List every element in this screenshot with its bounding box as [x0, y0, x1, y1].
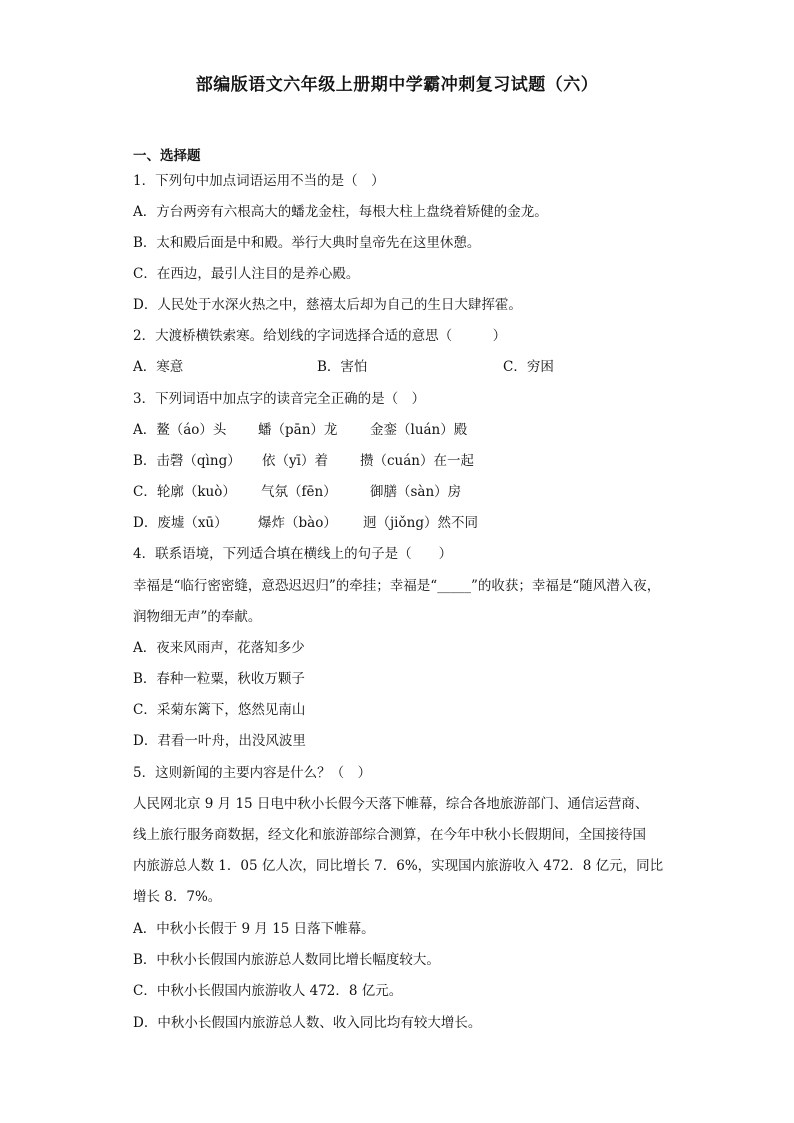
page-title: 部编版语文六年级上册期中学霸冲刺复习试题（六）: [195, 75, 599, 95]
q5-passage-line1: 人民网北京 9 月 15 日电中秋小长假今天落下帷幕，综合各地旅游部门、通信运营商、: [133, 796, 649, 812]
q3-option-a-word2: 蟠（pān）龙: [258, 422, 338, 438]
q5-option-b: B．中秋小长假国内旅游总人数同比增长幅度较大。: [133, 952, 440, 968]
q4-option-d: D．君看一叶舟，出没风波里: [133, 733, 306, 749]
q4-option-a: A．夜来风雨声，花落知多少: [133, 640, 305, 656]
q3-option-b-word3: 攒（cuán）在一起: [360, 453, 474, 469]
q5-passage-line4: 增长 8．7%。: [133, 889, 222, 905]
q1-option-a: A．方台两旁有六根高大的蟠龙金柱，每根大柱上盘绕着矫健的金龙。: [133, 204, 548, 220]
q3-option-a-word1: A．鳌（áo）头: [133, 422, 227, 438]
q5-option-a: A．中秋小长假于 9 月 15 日落下帷幕。: [133, 921, 375, 937]
section-heading: 一、选择题: [133, 148, 201, 164]
q2-option-c: C．穷困: [503, 359, 554, 375]
q5-passage-line3: 内旅游总人数 1．05 亿人次，同比增长 7．6%，实现国内旅游收入 472．8 亿元，同比: [133, 858, 664, 874]
q5-stem: 5．这则新闻的主要内容是什么？（ ）: [133, 765, 372, 781]
q1-option-c: C．在西边，最引人注目的是养心殿。: [133, 266, 360, 282]
q3-option-b-word1: B．击磬（qìng）: [133, 453, 241, 469]
q4-context-line1: 幸福是“临行密密缝，意恐迟迟归”的牵挂；幸福是“_____”的收获；幸福是“随风潜入夜，: [133, 578, 661, 594]
q5-option-c: C．中秋小长假国内旅游收人 472．8 亿元。: [133, 983, 403, 999]
q3-option-d-word2: 爆炸（bào）: [258, 515, 337, 531]
q3-stem: 3．下列词语中加点字的读音完全正确的是（ ）: [133, 391, 426, 407]
q3-option-c-word2: 气氛（fēn）: [261, 484, 337, 500]
q1-option-d: D．人民处于水深火热之中，慈禧太后却为自己的生日大肆挥霍。: [133, 297, 522, 313]
q3-option-a-word3: 金銮（luán）殿: [370, 422, 468, 438]
q3-option-d-word1: D．废墟（xū）: [133, 515, 228, 531]
q2-option-b: B．害怕: [317, 359, 368, 375]
q2-option-a: A．寒意: [133, 359, 184, 375]
q5-option-d: D．中秋小长假国内旅游总人数、收入同比均有较大增长。: [133, 1015, 482, 1031]
q3-option-c-word3: 御膳（sàn）房: [370, 484, 462, 500]
q4-stem: 4．联系语境，下列适合填在横线上的句子是（ ）: [133, 546, 453, 562]
q1-stem: 1．下列句中加点词语运用不当的是（ ）: [133, 173, 385, 189]
q4-option-c: C．采菊东篱下，悠然见南山: [133, 702, 306, 718]
q4-option-b: B．春种一粒粟，秋收万颗子: [133, 671, 305, 687]
q3-option-b-word2: 依（yī）着: [262, 453, 328, 469]
q4-context-line2: 润物细无声”的奉献。: [133, 609, 262, 625]
q3-option-c-word1: C．轮廓（kuò）: [133, 484, 236, 500]
q2-stem: 2．大渡桥横铁索寒。给划线的字词选择合适的意思（ ）: [133, 328, 507, 344]
q3-option-d-word3: 迥（jiǒng）然不同: [363, 515, 478, 531]
q5-passage-line2: 线上旅行服务商数据，经文化和旅游部综合测算，在今年中秋小长假期间，全国接待国: [133, 827, 646, 843]
q1-option-b: B．太和殿后面是中和殿。举行大典时皇帝先在这里休憩。: [133, 235, 481, 251]
